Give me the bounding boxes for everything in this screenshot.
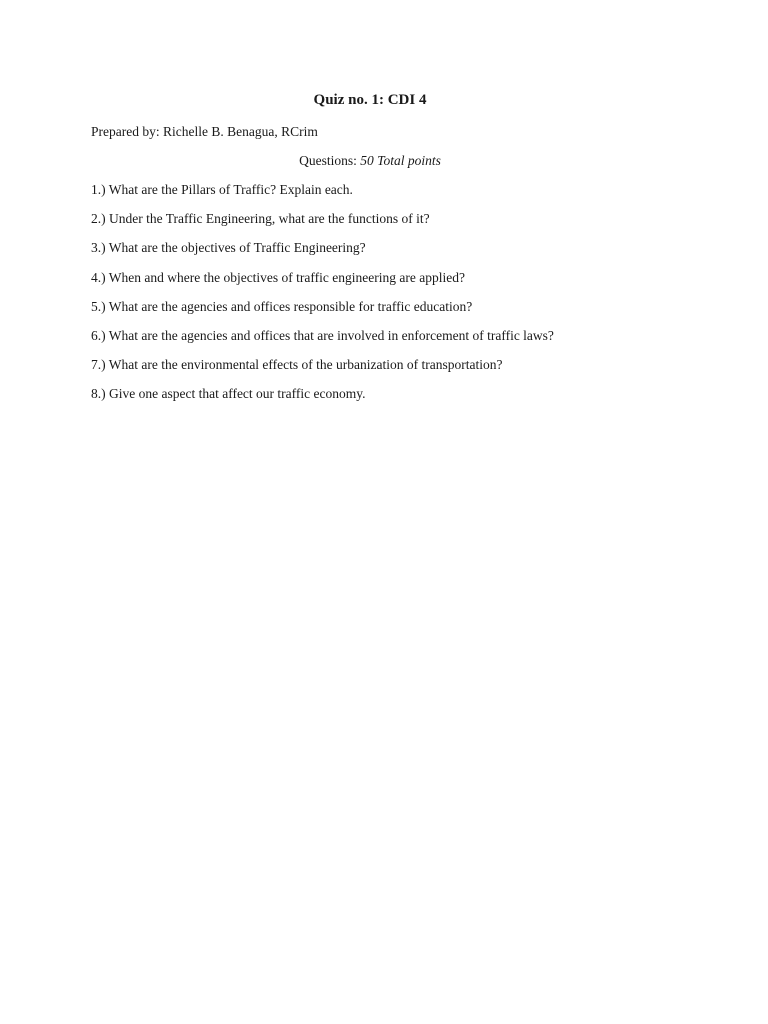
question-item: 6.) What are the agencies and offices that are involved in enforcement of traffic laws? — [91, 327, 554, 343]
total-points: 50 Total points — [360, 153, 441, 168]
question-item: 4.) When and where the objectives of traffic engineering are applied? — [91, 269, 465, 285]
question-item: 3.) What are the objectives of Traffic Engineering? — [91, 240, 366, 256]
quiz-title: Quiz no. 1: CDI 4 — [313, 92, 427, 108]
prepared-by-line: Prepared by: Richelle B. Benagua, RCrim — [91, 124, 318, 139]
questions-header — [0, 153, 740, 169]
questions-label: Questions: — [299, 153, 357, 168]
question-item: 2.) Under the Traffic Engineering, what are the functions of it? — [91, 211, 430, 227]
question-item: 7.) What are the environmental effects of the urbanization of transportation? — [91, 357, 503, 373]
question-item: 8.) Give one aspect that affect our traffic economy. — [91, 386, 366, 402]
question-list — [91, 182, 731, 416]
question-item: 1.) What are the Pillars of Traffic? Explain each. — [91, 182, 353, 197]
question-item: 5.) What are the agencies and offices responsible for traffic education? — [91, 298, 473, 314]
